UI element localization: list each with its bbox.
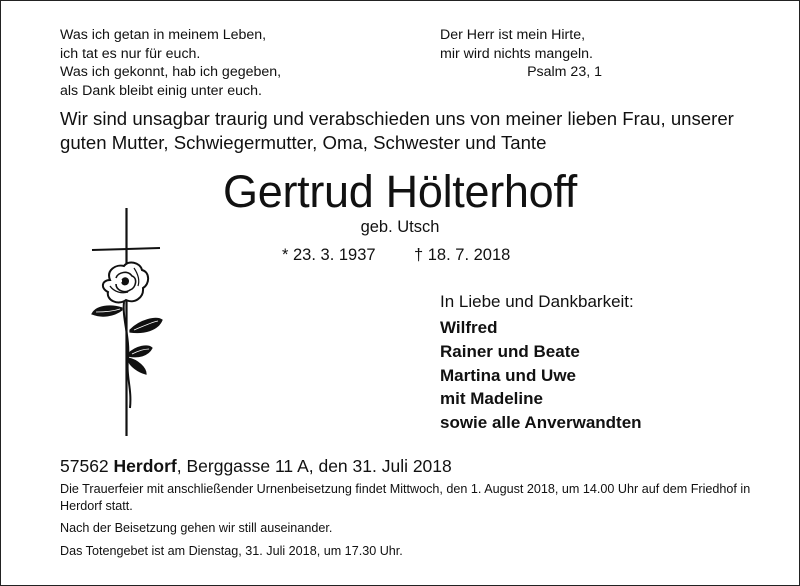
cross-rose-icon xyxy=(88,208,178,438)
note-paragraph: Die Trauerfeier mit anschließender Urnenbeisetzung findet Mittwoch, den 1. August 2018, um 14.00 Uhr auf dem Friedhof in Herdorf statt. xyxy=(60,482,751,513)
mourner-name: Wilfred xyxy=(440,318,498,337)
funeral-notes xyxy=(60,481,760,565)
postcode: 57562 xyxy=(60,456,109,476)
poem-left-line: als Dank bleibt einig unter euch. xyxy=(60,82,262,99)
mourner-name: sowie alle Anverwandten xyxy=(440,413,642,432)
poem-left xyxy=(60,26,281,100)
poem-right-line: mir wird nichts mangeln. xyxy=(440,45,593,62)
deceased-name: Gertrud Hölterhoff xyxy=(223,166,577,217)
address-rest: , Berggasse 11 A, den 31. Juli 2018 xyxy=(176,456,452,476)
address-line xyxy=(60,455,452,477)
note-paragraph: Das Totengebet ist am Dienstag, 31. Juli 2018, um 17.30 Uhr. xyxy=(60,543,403,558)
birth-date: * 23. 3. 1937 xyxy=(282,246,376,264)
mourners-list xyxy=(440,316,642,434)
mourner-name: mit Madeline xyxy=(440,389,543,408)
poem-right-line: Der Herr ist mein Hirte, xyxy=(440,27,586,43)
intro-text: Wir sind unsagbar traurig und verabschieden uns von meiner lieben Frau, unserer guten Mutter, Schwiegermutter, Oma, Schwester und Tante xyxy=(60,108,734,153)
mourner-name: Martina und Uwe xyxy=(440,366,577,385)
town: Herdorf xyxy=(113,456,177,476)
poem-left-line: ich tat es nur für euch. xyxy=(60,45,201,62)
mourner-name: Rainer und Beate xyxy=(440,342,580,361)
mourners-intro: In Liebe und Dankbarkeit: xyxy=(440,292,634,311)
note-paragraph: Nach der Beisetzung gehen wir still auseinander. xyxy=(60,521,333,535)
poem-right xyxy=(440,26,602,82)
death-date: † 18. 7. 2018 xyxy=(414,246,511,264)
poem-left-line: Was ich gekonnt, hab ich gegeben, xyxy=(60,64,282,80)
maiden-name: geb. Utsch xyxy=(360,218,440,236)
psalm-source: Psalm 23, 1 xyxy=(527,64,602,80)
poem-left-line: Was ich getan in meinem Leben, xyxy=(60,27,267,43)
